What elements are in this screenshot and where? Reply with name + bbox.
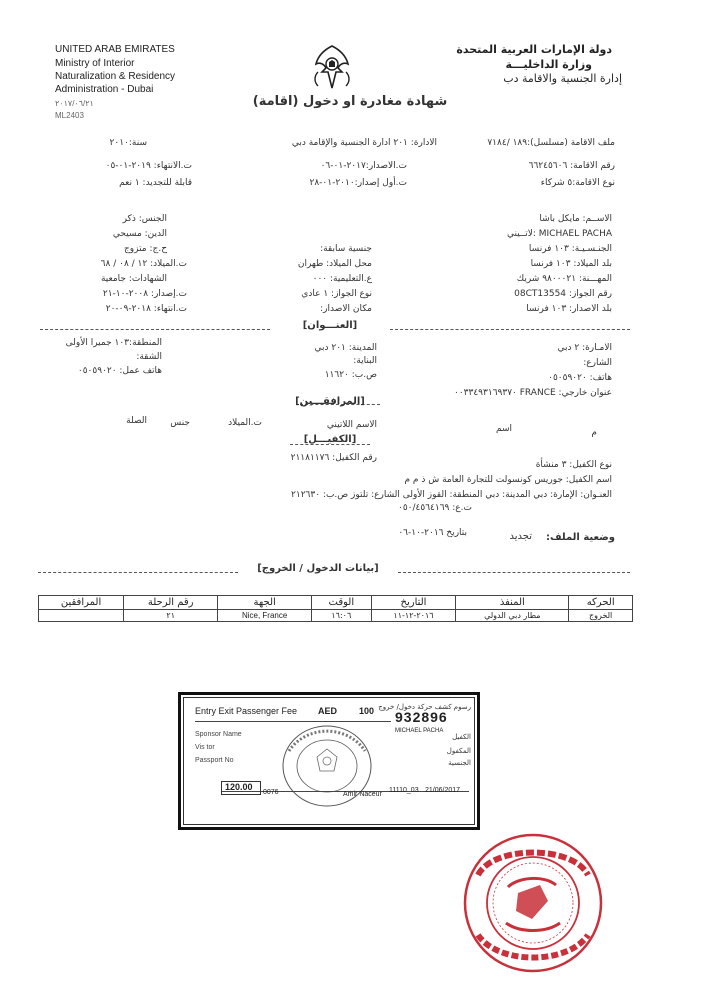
person-religion: الدين: مسيحي bbox=[112, 229, 167, 239]
person-profession: المهـــنة: ٩٨٠٠٠٢١ شريك bbox=[516, 274, 612, 284]
receipt-serial: 932896 bbox=[395, 709, 448, 725]
address-area: المنطقة:١٠٣ جميرا الأولى bbox=[65, 338, 162, 348]
col-destination: الجهة bbox=[218, 596, 312, 610]
header-en-ministry: Ministry of Interior bbox=[55, 58, 135, 69]
cell-flight-no: ٢١ bbox=[124, 610, 218, 622]
col-companions: المرافقين bbox=[39, 596, 124, 610]
cell-movement: الخروج bbox=[569, 610, 633, 622]
person-name-ar: الاســم: مايكل باشا bbox=[539, 214, 612, 224]
receipt-ar-nationality: الجنسية bbox=[448, 759, 471, 767]
sponsor-type: نوع الكفيل: ٣ منشأة bbox=[535, 460, 612, 470]
person-birth-date: ت.الميلاد: ١٢ / ٠٨ / ٦٨ bbox=[100, 259, 187, 269]
cell-date: ٢٠١٦-١٢-١١ bbox=[371, 610, 456, 622]
passport-issue-date: ت.إصدار: ٢٠٠٨-١٠-٢١ bbox=[102, 289, 187, 299]
person-marital-status: ح.ج: متزوج bbox=[123, 244, 167, 254]
person-issue-place: مكان الاصدار: bbox=[320, 304, 372, 314]
address-emirate: الامـارة: ٢ دبي bbox=[557, 343, 612, 353]
receipt-person-name: MICHAEL PACHA bbox=[395, 728, 444, 734]
first-issue-date: ت.أول إصدار:٢٠١٠-٠١-٢٨ bbox=[309, 178, 407, 188]
receipt-ar-fee: رسوم كشف حركة دخول/ خروج bbox=[378, 703, 471, 711]
file-year: سنة:٢٠١٠ bbox=[109, 138, 147, 148]
person-passport-type: نوع الجواز: ١ عادي bbox=[301, 289, 372, 299]
person-education: ع.التعليمية: ٠٠٠ bbox=[312, 274, 372, 284]
header-ref-code: ML2403 bbox=[55, 111, 84, 120]
receipt-amount: 100 bbox=[359, 706, 375, 716]
col-time: الوقت bbox=[312, 596, 372, 610]
header-en-department: Naturalization & Residency bbox=[55, 71, 176, 82]
address-abroad: عنوان خارجي: FRANCE ٠٠٣٣٤٩٣١٦٩٣٧٠ bbox=[454, 388, 612, 398]
receipt-date: 21/06/2017 bbox=[425, 787, 461, 794]
person-birth-place: محل الميلاد: طهران bbox=[297, 259, 372, 269]
residence-type: نوع الاقامة:٥ شركاء bbox=[540, 178, 615, 188]
dependents-heading: [المرافقـــين] bbox=[295, 396, 365, 407]
person-issue-country: بلد الاصدار: ١٠٣ فرنسا bbox=[526, 304, 612, 314]
address-building: البناية: bbox=[353, 356, 377, 366]
entry-exit-table bbox=[38, 595, 633, 622]
residence-expiry-date: ت.الانتهاء: ٢٠١٩-٠١-٠٥ bbox=[105, 161, 192, 171]
receipt-ar-guarantor: المكفول bbox=[446, 747, 471, 755]
file-number: ملف الاقامة (مسلسل):١٨٩ /٧١٨٤ bbox=[487, 138, 615, 148]
col-movement: الحركه bbox=[569, 596, 633, 610]
receipt-total: 120.00 bbox=[225, 782, 253, 792]
passport-expiry-date: ت.انتهاء: ٢٠١٨-٠٩-٢٠ bbox=[105, 304, 187, 314]
person-passport-no: رقم الجواز: 08CT13554 bbox=[514, 289, 612, 299]
receipt-currency: AED bbox=[318, 706, 338, 716]
person-prev-nationality: جنسية سابقة: bbox=[320, 244, 372, 254]
receipt-code: 0076 bbox=[263, 789, 279, 796]
address-heading: [العنـــوان] bbox=[302, 320, 358, 331]
renewable-flag: قابلة للتجديد: ١ نعم bbox=[119, 178, 192, 188]
cell-companions bbox=[39, 610, 124, 622]
page-title: شهادة مغادرة او دخول (اقامة) bbox=[252, 94, 448, 109]
fee-receipt bbox=[178, 692, 480, 830]
col-port: المنفذ bbox=[456, 596, 569, 610]
header-ref-date: ٢٠١٧/٠٦/٢١ bbox=[55, 99, 94, 108]
address-work-phone: هاتف عمل: ٠٥٠٥٩٠٢٠ bbox=[77, 366, 162, 376]
table-row bbox=[39, 610, 633, 622]
address-flat: الشقة: bbox=[136, 352, 162, 362]
address-po-box: ص.ب: ١١٦٢٠ bbox=[324, 370, 377, 380]
receipt-passport-label: Passport No bbox=[195, 757, 234, 764]
cell-destination: Nice, France bbox=[218, 610, 312, 622]
cell-time: ١٦:٠٦ bbox=[312, 610, 372, 622]
receipt-fee-label: Entry Exit Passenger Fee bbox=[195, 706, 298, 716]
entry-exit-heading: [بيانات الدخول / الخروج] bbox=[257, 563, 379, 574]
person-gender: الجنس: ذكر bbox=[122, 214, 167, 224]
dependents-col-gender: جنس bbox=[170, 418, 190, 428]
file-department: الادارة: ٢٠١ ادارة الجنسية والإقامة دبي bbox=[291, 138, 437, 148]
receipt-officer: Amir Naceur bbox=[343, 791, 382, 798]
receipt-ref: 11110_03 bbox=[389, 787, 419, 794]
table-header-row bbox=[39, 596, 633, 610]
sponsor-heading: [الكفيـــل] bbox=[303, 434, 357, 445]
header-ar-country: دولة الإمارات العربية المتحدة bbox=[456, 43, 612, 56]
dependents-col-birth: ت.الميلاد bbox=[228, 418, 262, 428]
dependents-col-name: اسم bbox=[495, 424, 512, 434]
residence-issue-date: ت.الاصدار:٢٠١٧-٠١-٠٦ bbox=[320, 161, 407, 171]
sponsor-phone: ت.ع: ٠٥٠/٤٥٦٤١٦٩ bbox=[398, 503, 472, 513]
person-birth-country: بلد الميلاد: ١٠٣ فرنسا bbox=[530, 259, 612, 269]
residence-number: رقم الاقامة: ٦٦٢٤٥٦٠٦ bbox=[528, 161, 615, 171]
receipt-visitor-label: Vis tor bbox=[195, 744, 215, 751]
header-ar-department: إدارة الجنسية والاقامة دب bbox=[503, 72, 622, 85]
address-street: الشارع: bbox=[583, 358, 612, 368]
file-status-date: بتاريخ ٢٠١٦-١٠-٠٦ bbox=[398, 528, 467, 538]
header-en-administration: Administration - Dubai bbox=[55, 84, 154, 95]
sponsor-number: رقم الكفيل: ٢١١٨١١٧٦ bbox=[290, 453, 377, 463]
file-status-value: تجديد bbox=[509, 531, 532, 542]
sponsor-name: اسم الكفيل: جوريس كونسولت للتجارة العامة ش ذ م م bbox=[404, 475, 612, 485]
dependents-col-relation: الصلة bbox=[126, 416, 147, 426]
col-date: التاريخ bbox=[371, 596, 456, 610]
col-flight-no: رقم الرحلة bbox=[124, 596, 218, 610]
person-certificate: الشهادات: جامعية bbox=[100, 274, 167, 284]
person-name-latin: MICHAEL PACHA :لاتــيني bbox=[507, 229, 612, 239]
address-phone: هاتف: ٠٥٠٥٩٠٢٠ bbox=[548, 373, 612, 383]
dependents-col-latin: الاسم اللاتيني bbox=[326, 420, 377, 430]
translator-stamp-icon bbox=[448, 815, 618, 985]
header-en-country: UNITED ARAB EMIRATES bbox=[55, 44, 175, 55]
sponsor-address: العنـوان: الإمارة: دبي المدينة: دبي المنطقة: القوز الأولى الشارع: تلتوز ص.ب: ٢١٢٦٣٠ bbox=[291, 490, 612, 500]
dependents-col-no: م bbox=[591, 428, 597, 438]
header-ar-ministry: وزارة الداخليـــة bbox=[505, 58, 592, 71]
person-nationality: الجنـسـيـة: ١٠٣ فرنسا bbox=[528, 244, 612, 254]
address-city: المدينة: ٢٠١ دبي bbox=[314, 343, 377, 353]
receipt-ar-sponsor: الكفيل bbox=[452, 733, 471, 741]
cell-port: مطار دبي الدولي bbox=[456, 610, 569, 622]
uae-emblem-icon bbox=[308, 42, 356, 92]
receipt-sponsor-label: Sponsor Name bbox=[195, 731, 242, 738]
file-status-label: وضعية الملف: bbox=[545, 532, 615, 543]
